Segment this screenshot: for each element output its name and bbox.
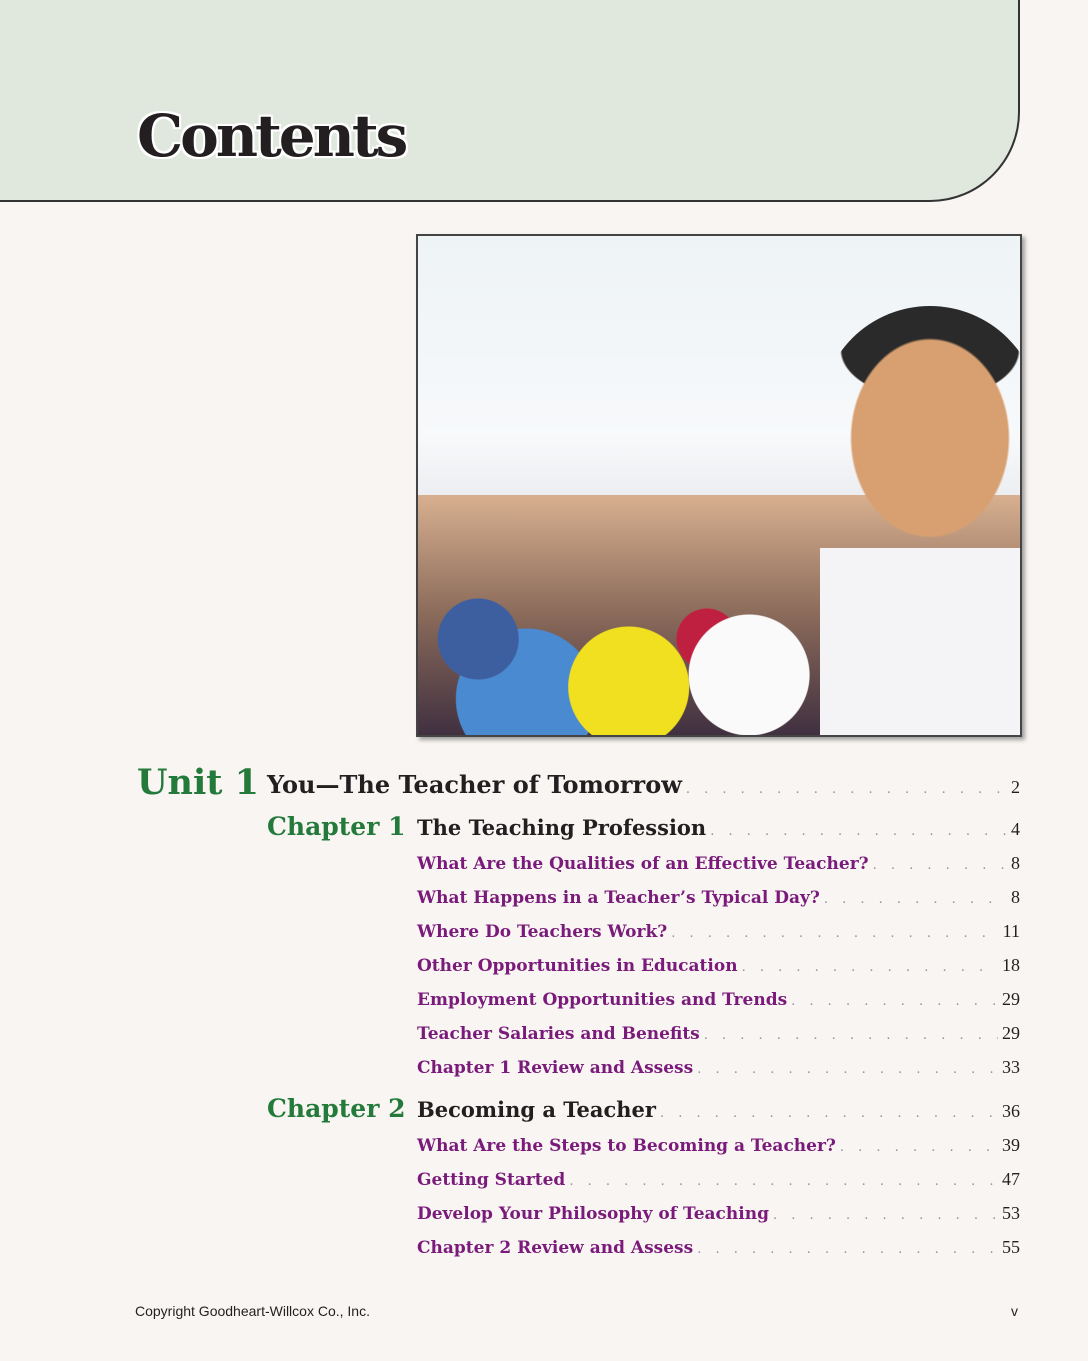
chapter-label: Chapter 1 xyxy=(267,812,406,841)
entry-title[interactable]: You—The Teacher of Tomorrow xyxy=(267,770,682,799)
entry-page: 8 xyxy=(1011,853,1020,873)
section-entry[interactable] xyxy=(0,887,1088,921)
entry-page: 53 xyxy=(1002,1203,1020,1223)
entry-title[interactable]: Becoming a Teacher xyxy=(417,1097,656,1122)
chapter-label: Chapter 2 xyxy=(267,1094,406,1123)
entry-page: 55 xyxy=(1002,1237,1020,1257)
section-entry[interactable] xyxy=(0,989,1088,1023)
entry-title[interactable]: What Happens in a Teacher’s Typical Day? xyxy=(417,888,820,908)
section-entry[interactable] xyxy=(0,1057,1088,1091)
unit-entry[interactable] xyxy=(0,762,1088,804)
entry-page: 33 xyxy=(1002,1057,1020,1077)
section-entry[interactable] xyxy=(0,955,1088,989)
entry-page: 8 xyxy=(1011,887,1020,907)
entry-title[interactable]: Chapter 2 Review and Assess xyxy=(417,1238,694,1258)
entry-title[interactable]: The Teaching Profession xyxy=(417,815,707,840)
unit-label: Unit 1 xyxy=(137,762,259,803)
entry-title[interactable]: What Are the Steps to Becoming a Teacher? xyxy=(417,1136,836,1156)
entry-page: 11 xyxy=(1002,921,1020,941)
dot-leader xyxy=(742,960,998,975)
entry-page: 29 xyxy=(1002,989,1020,1009)
dot-leader xyxy=(873,858,1007,873)
entry-title[interactable]: Other Opportunities in Education xyxy=(417,956,738,976)
entry-page: 39 xyxy=(1002,1135,1020,1155)
entry-page: 47 xyxy=(1002,1169,1020,1189)
chapter-entry[interactable] xyxy=(0,812,1088,849)
dot-leader xyxy=(710,824,1007,839)
entry-title[interactable]: What Are the Qualities of an Effective Teacher? xyxy=(417,854,869,874)
dot-leader xyxy=(824,892,1007,907)
dot-leader xyxy=(791,994,998,1009)
dot-leader xyxy=(840,1140,998,1155)
dot-leader xyxy=(773,1208,998,1223)
dot-leader xyxy=(569,1174,998,1189)
copyright: Copyright Goodheart-Willcox Co., Inc. xyxy=(135,1303,370,1319)
page-number: v xyxy=(1011,1303,1018,1319)
entry-title[interactable]: Employment Opportunities and Trends xyxy=(417,990,788,1010)
entry-page: 18 xyxy=(1002,955,1020,975)
entry-page: 36 xyxy=(1002,1101,1020,1121)
entry-page: 4 xyxy=(1011,819,1020,839)
entry-title[interactable]: Develop Your Philosophy of Teaching xyxy=(417,1204,769,1224)
section-entry[interactable] xyxy=(0,1135,1088,1169)
entry-title[interactable]: Teacher Salaries and Benefits xyxy=(417,1024,700,1044)
section-entry[interactable] xyxy=(0,1023,1088,1057)
page-title: Contents xyxy=(137,102,406,170)
teacher-classroom-photo xyxy=(416,234,1022,737)
dot-leader xyxy=(704,1028,998,1043)
dot-leader xyxy=(686,782,1007,797)
teacher-image xyxy=(820,306,1022,737)
entry-page: 2 xyxy=(1011,777,1020,797)
chapter-entry[interactable] xyxy=(0,1094,1088,1131)
header-banner xyxy=(0,0,1020,202)
entry-title[interactable]: Where Do Teachers Work? xyxy=(417,922,668,942)
dot-leader xyxy=(697,1062,998,1077)
section-entry[interactable] xyxy=(0,921,1088,955)
entry-title[interactable]: Chapter 1 Review and Assess xyxy=(417,1058,694,1078)
dot-leader xyxy=(671,926,998,941)
dot-leader xyxy=(697,1242,998,1257)
dot-leader xyxy=(660,1106,998,1121)
section-entry[interactable] xyxy=(0,1169,1088,1203)
section-entry[interactable] xyxy=(0,1203,1088,1237)
entry-title[interactable]: Getting Started xyxy=(417,1170,566,1190)
entry-page: 29 xyxy=(1002,1023,1020,1043)
section-entry[interactable] xyxy=(0,853,1088,887)
section-entry[interactable] xyxy=(0,1237,1088,1271)
